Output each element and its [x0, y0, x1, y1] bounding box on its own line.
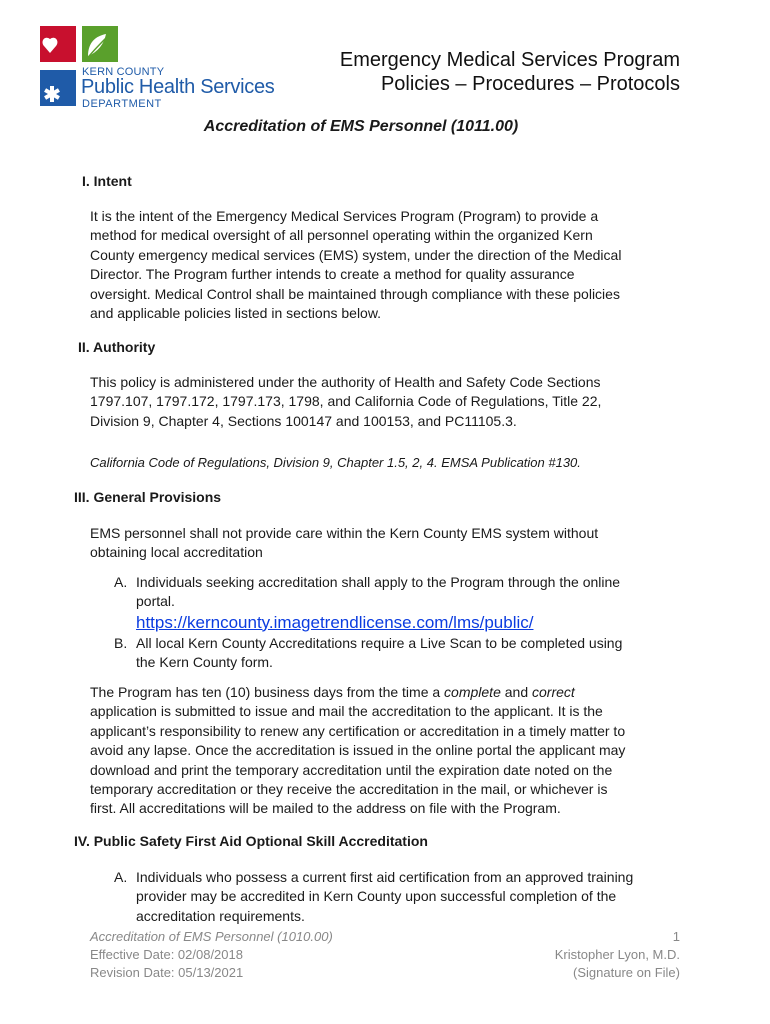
paragraph-line: This policy is administered under the authority of Health and Safety Code Sections [90, 374, 601, 390]
intent-paragraph [90, 207, 690, 323]
list-line: Individuals seeking accreditation shall apply to the Program through the online [136, 574, 621, 590]
paragraph-line: EMS personnel shall not provide care within the Kern County EMS system without [90, 525, 599, 541]
paragraph-line: obtaining local accreditation [90, 544, 263, 561]
list-line: the Kern County form. [136, 654, 273, 671]
footer-effective-date: Effective Date: 02/08/2018 [90, 947, 243, 962]
list-line: Individuals who possess a current first aid certification from an approved training [136, 869, 634, 885]
document-title: Accreditation of EMS Personnel (1011.00) [203, 118, 519, 135]
logo-text-kern-county: KERN COUNTY [82, 66, 165, 78]
authority-paragraph [90, 373, 690, 431]
list-line: accreditation requirements. [136, 907, 305, 924]
emphasis-complete: complete [444, 684, 501, 700]
list-letter: A. [114, 574, 128, 590]
footer-signer: Kristopher Lyon, M.D. [554, 947, 680, 962]
para-text: and [500, 684, 532, 700]
paragraph-line: avoid any lapse. Once the accreditation is issued in the online portal the applicant may [90, 742, 626, 759]
paragraph-line: oversight. Medical Control shall be maintained through compliance with these policies [90, 285, 620, 302]
leaf-icon [82, 26, 118, 62]
footer-document-info [90, 928, 333, 982]
paragraph-line: County emergency medical services (EMS) system, under the direction of the Medical [90, 246, 622, 263]
paragraph-line: 1797.107, 1797.172, 1797.173, 1798, and California Code of Regulations, Title 22, [90, 393, 602, 410]
paragraph-line: Director. The Program further intends to create a method for quality assurance [90, 266, 575, 283]
processing-time-paragraph [90, 683, 690, 819]
list-item-b-live-scan [114, 634, 684, 673]
general-provisions-intro [90, 524, 690, 563]
program-subtitle: Policies – Procedures – Protocols [380, 73, 680, 95]
list-line: portal. [136, 593, 175, 610]
paragraph-line: applicant’s responsibility to renew any certification or accreditation in a timely matter to [90, 722, 626, 739]
paragraph-line: temporary accreditation or they receive the accreditation in the mail, or whichever is [90, 781, 608, 798]
portal-link[interactable]: https://kerncounty.imagetrendlicense.com/lms/public/ [136, 612, 534, 632]
paragraph-line: application is submitted to issue and mail the accreditation to the applicant. It is the [90, 703, 603, 720]
star-of-life-icon [40, 70, 76, 106]
paragraph-line: download and print the temporary accreditation until the expiration date noted on the [90, 761, 613, 778]
para-text: The Program has ten (10) business days from the time a [90, 684, 445, 700]
list-letter: A. [114, 869, 128, 885]
section-heading-intent: I. Intent [82, 173, 132, 189]
footer-revision-date: Revision Date: 05/13/2021 [90, 965, 244, 980]
paragraph-line: method for medical oversight of all personnel operating within the organized Kern [90, 227, 593, 244]
list-item-a-first-aid [114, 868, 684, 926]
page-number: 1 [672, 929, 680, 944]
footer-signature-note: (Signature on File) [573, 965, 680, 980]
section-heading-first-aid: IV. Public Safety First Aid Optional Skill Accreditation [74, 833, 428, 849]
paragraph-line: and applicable policies listed in sections below. [90, 305, 382, 322]
paragraph-line: It is the intent of the Emergency Medical Services Program (Program) to provide a [90, 208, 599, 224]
kern-county-logo [38, 26, 275, 114]
footer-signature-info [555, 928, 680, 982]
logo-text-department: DEPARTMENT [82, 98, 162, 110]
list-item-a-online-portal [114, 573, 684, 634]
paragraph-line [90, 683, 690, 702]
list-line: provider may be accredited in Kern County upon successful completion of the [136, 888, 617, 905]
authority-reference: California Code of Regulations, Division 9, Chapter 1.5, 2, 4. EMSA Publication #130. [90, 455, 581, 470]
program-header [340, 48, 680, 96]
list-line: All local Kern County Accreditations require a Live Scan to be completed using [136, 635, 623, 651]
program-name: Emergency Medical Services Program [339, 49, 680, 71]
footer-doc-title: Accreditation of EMS Personnel (1010.00) [90, 929, 333, 944]
paragraph-line: Division 9, Chapter 4, Sections 100147 and 100153, and PC11105.3. [90, 412, 517, 429]
paragraph-line: first. All accreditations will be mailed to the address on file with the Program. [90, 800, 561, 817]
logo-text-public-health: Public Health Services [81, 76, 275, 98]
list-letter: B. [114, 635, 128, 651]
heart-icon [40, 26, 76, 62]
emphasis-correct: correct [532, 684, 575, 700]
section-heading-authority: II. Authority [78, 339, 156, 355]
section-heading-general-provisions: III. General Provisions [74, 489, 222, 505]
